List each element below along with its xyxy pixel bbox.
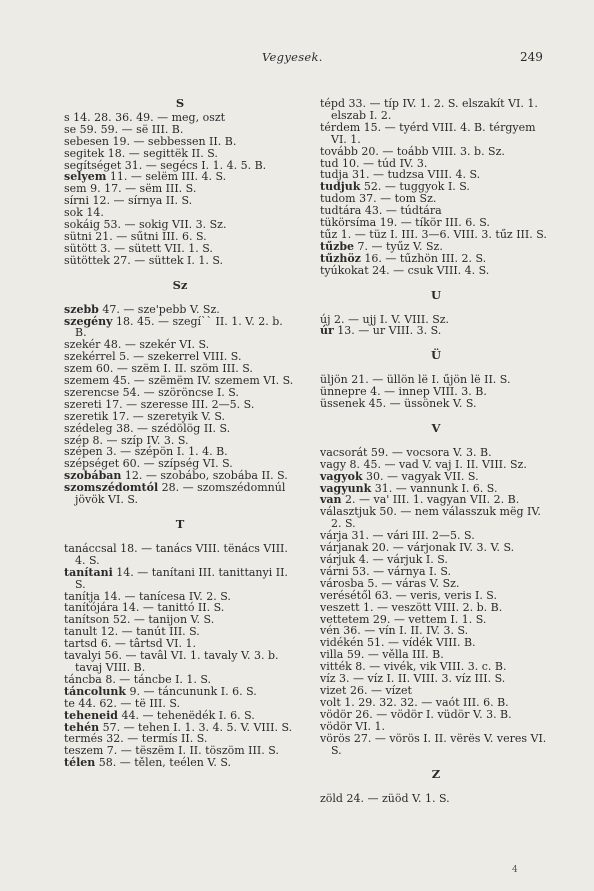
entry-text: sütni 21. — sűtni III. 6. S. xyxy=(64,229,207,243)
entry-text: 28. — szomszédomnúl jövök VI. S. xyxy=(75,481,286,507)
page-number: 249 xyxy=(520,50,543,64)
entry-text: tanáccsal 18. — tanács VIII. tënács VIII. 4. S. xyxy=(64,541,288,567)
entry-text: 18. 45. — szegí`` II. 1. V. 2. b. B. xyxy=(75,314,283,340)
entry-text: tanítson 52. — tanijon V. S. xyxy=(64,613,215,627)
section-heading: Sz xyxy=(172,277,188,292)
entry-text: választjuk 50. — nem válasszuk mëg IV. 2. S. xyxy=(320,505,541,531)
dictionary-entry xyxy=(320,265,552,277)
entry-text: ünnepre 4. — innep VIII. 3. B. xyxy=(320,385,487,399)
entry-text: tépd 33. — típ IV. 1. 2. S. elszakít VI. 1. elszab I. 2. xyxy=(320,97,538,122)
entry-text: szekér 48. — szekér VI. S. xyxy=(64,338,210,352)
section-heading: U xyxy=(430,287,442,302)
entry-text: sírni 12. — sírnya II. S. xyxy=(64,194,193,208)
dictionary-entry xyxy=(320,398,552,410)
entry-text: tanítja 14. — tanícesa IV. 2. S. xyxy=(64,589,231,603)
entry-text: zöld 24. — züöd V. 1. S. xyxy=(320,792,450,806)
entry-text: üljön 21. — üllön lë I. űjön lë II. S. xyxy=(320,373,511,387)
entry-text: tudja 31. — tudzsa VIII. 4. S. xyxy=(320,168,481,182)
entry-text: 12. — szobábo, szobába II. S. xyxy=(121,469,288,483)
entry-text: sütött 3. — sütett VII. 1. S. xyxy=(64,241,213,255)
entry-text: teszem 7. — tëszëm I. II. töszöm III. S. xyxy=(64,744,279,758)
dictionary-entry xyxy=(64,482,296,506)
entry-text: vizet 26. — vízet xyxy=(320,683,412,697)
entry-text: segitek 18. — segittëk II. S. xyxy=(64,146,218,160)
entry-headword: szomszédomtól xyxy=(64,481,159,495)
dictionary-entry xyxy=(64,650,296,674)
entry-headword: tehén xyxy=(64,720,100,734)
entry-headword: vagyok xyxy=(320,469,363,483)
entry-text: víz 3. — víz I. II. VIII. 3. víz III. S. xyxy=(320,672,506,686)
entry-text: termés 32. — termís II. S. xyxy=(64,732,208,746)
entry-text: 11. — selëm III. 4. S. xyxy=(106,170,227,184)
entry-text: városba 5. — váras V. Sz. xyxy=(320,576,460,590)
entry-headword: teheneid xyxy=(64,708,118,722)
entry-text: veszett 1. — veszött VIII. 2. b. B. xyxy=(320,600,503,614)
section-heading: S xyxy=(175,96,185,110)
entry-text: 58. — tělen, teélen V. S. xyxy=(95,756,231,770)
section-heading: Z xyxy=(431,767,441,782)
dictionary-entry xyxy=(320,506,552,530)
entry-text: s 14. 28. 36. 49. — meg, oszt xyxy=(64,110,226,124)
entry-text: sebesen 19. — sebbessen II. B. xyxy=(64,134,237,148)
entry-text: 14. — tanítani III. tanittanyi II. S. xyxy=(75,565,288,591)
entry-text: vidékén 51. — vídék VIII. B. xyxy=(320,636,476,650)
entry-text: szerencse 54. — szöröncse I. S. xyxy=(64,385,239,399)
entry-headword: tűzhöz xyxy=(320,251,361,265)
section-heading: T xyxy=(175,517,185,531)
entry-text: szeretik 17. — szeretyik V. S. xyxy=(64,409,225,423)
entry-headword: szegény xyxy=(64,314,113,328)
entry-text: tanítójára 14. — tanittó II. S. xyxy=(64,601,225,615)
dictionary-entry xyxy=(64,316,296,340)
entry-text: vén 36. — vín I. II. IV. 3. S. xyxy=(320,624,469,638)
entry-text: sok 14. xyxy=(64,206,104,220)
entry-text: sütöttek 27. — süttek I. 1. S. xyxy=(64,253,223,267)
section-heading: V xyxy=(431,420,441,435)
entry-text: tyúkokat 24. — csuk VIII. 4. S. xyxy=(320,263,490,277)
entry-text: sokáig 53. — sokig VII. 3. Sz. xyxy=(64,218,227,232)
entry-text: szereti 17. — szeresse III. 2—5. S. xyxy=(64,397,255,411)
entry-headword: szobában xyxy=(64,469,122,483)
entry-text: vacsorát 59. — vocsora V. 3. B. xyxy=(320,445,492,459)
dictionary-entry xyxy=(64,543,296,567)
running-head: Vegyesek. xyxy=(262,50,323,64)
entry-text: volt 1. 29. 32. 32. — vaót III. 6. B. xyxy=(320,695,509,709)
entry-text: 2. — va' III. 1. vagyan VII. 2. B. xyxy=(341,493,520,507)
entry-text: 57. — tehen I. 1. 3. 4. 5. V. VIII. S. xyxy=(99,720,293,734)
dictionary-entry xyxy=(64,567,296,591)
entry-text: 31. — vannunk I. 6. S. xyxy=(371,481,498,495)
dictionary-entry xyxy=(320,122,552,146)
left-column xyxy=(64,98,296,769)
entry-text: vettetem 29. — vettem I. 1. S. xyxy=(320,612,487,626)
entry-headword: tudjuk xyxy=(320,180,361,194)
entry-text: üssenek 45. — üssönek V. S. xyxy=(320,397,477,411)
entry-text: várjanak 20. — várjonak IV. 3. V. S. xyxy=(320,541,515,555)
dictionary-entry xyxy=(320,733,552,757)
entry-text: táncba 8. — táncbe I. 1. S. xyxy=(64,672,212,686)
entry-text: szépséget 60. — szípség VI. S. xyxy=(64,457,233,471)
entry-text: se 59. 59. — së III. B. xyxy=(64,122,184,136)
entry-headword: van xyxy=(320,493,342,507)
dictionary-entry xyxy=(64,757,296,769)
entry-headword: szebb xyxy=(64,302,99,316)
entry-text: te 44. 62. — të III. S. xyxy=(64,696,180,710)
entry-text: sem 9. 17. — sëm III. S. xyxy=(64,182,197,196)
entry-text: térdem 15. — tyérd VIII. 4. B. térgyem VI. 1. xyxy=(320,120,536,146)
entry-text: szédeleg 38. — szédölög II. S. xyxy=(64,421,231,435)
entry-text: szép 8. — szíp IV. 3. S. xyxy=(64,433,189,447)
entry-headword: úr xyxy=(320,324,334,338)
dictionary-entry xyxy=(320,325,552,337)
entry-text: tudom 37. — tom Sz. xyxy=(320,192,437,206)
entry-text: új 2. — ujj I. V. VIII. Sz. xyxy=(320,312,450,326)
entry-text: 13. — ur VIII. 3. S. xyxy=(333,324,442,338)
entry-text: tűz 1. — tüz I. III. 3—6. VIII. 3. tűz III. S. xyxy=(320,227,547,241)
entry-text: tükörsíma 19. — tíkör III. 6. S. xyxy=(320,216,490,230)
entry-text: várja 31. — vári III. 2—5. S. xyxy=(320,529,475,543)
entry-text: segítséget 31. — segécs I. 1. 4. 5. B. xyxy=(64,158,267,172)
entry-text: 52. — tuggyok I. S. xyxy=(360,180,470,194)
entry-text: verésétől 63. — veris, veris I. S. xyxy=(320,588,497,602)
entry-text: vitték 8. — vivék, vik VIII. 3. c. B. xyxy=(320,660,507,674)
entry-text: tudtára 43. — túdtára xyxy=(320,204,442,218)
entry-text: vödör VI. 1. xyxy=(320,719,386,733)
entry-text: 16. — tűzhön III. 2. S. xyxy=(360,251,487,265)
dictionary-entry xyxy=(64,255,296,267)
entry-text: vagy 8. 45. — vad V. vaj I. II. VIII. Sz. xyxy=(320,457,527,471)
entry-text: várni 53. — várnya I. S. xyxy=(320,564,451,578)
signature-mark: 4 xyxy=(512,865,518,875)
entry-headword: tűzbe xyxy=(320,239,355,253)
entry-text: tovább 20. — toább VIII. 3. b. Sz. xyxy=(320,144,505,158)
entry-text: 44. — tehenëdék I. 6. S. xyxy=(117,708,255,722)
entry-headword: tanítani xyxy=(64,565,113,579)
entry-text: tavalyi 56. — tavâl VI. 1. tavaly V. 3. b. tavaj VIII. B. xyxy=(64,649,279,674)
entry-text: szekérrel 5. — szekerrel VIII. S. xyxy=(64,350,242,364)
dictionary-entry xyxy=(320,98,552,122)
entry-text: várjuk 4. — várjuk I. S. xyxy=(320,553,448,566)
entry-headword: télen xyxy=(64,756,96,770)
section-heading: Ü xyxy=(430,348,442,363)
entry-text: vödör 26. — vödör I. vüdör V. 3. B. xyxy=(320,707,512,721)
entry-text: szépen 3. — szépön I. 1. 4. B. xyxy=(64,445,228,459)
entry-text: 7. — tyűz V. Sz. xyxy=(354,239,443,253)
page-header xyxy=(0,50,594,70)
entry-text: villa 59. — vělla III. B. xyxy=(320,648,444,662)
entry-text: tanult 12. — tanút III. S. xyxy=(64,625,200,639)
entry-text: tartsd 6. — târtsd VI. 1. xyxy=(64,637,196,651)
dictionary-entry xyxy=(320,793,552,805)
entry-headword: vagyunk xyxy=(320,481,372,495)
entry-text: 47. — sze'pebb V. Sz. xyxy=(98,302,220,316)
entry-text: szemem 45. — szëmëm IV. szemem VI. S. xyxy=(64,374,294,388)
entry-text: 30. — vagyak VII. S. xyxy=(362,469,479,483)
entry-headword: táncolunk xyxy=(64,684,127,698)
entry-text: vörös 27. — vörös I. II. vërës V. veres VI. S. xyxy=(320,731,547,757)
entry-text: szem 60. — szëm I. II. szöm III. S. xyxy=(64,362,253,376)
entry-text: tud 10. — túd IV. 3. xyxy=(320,156,428,170)
entry-text: 9. — táncununk I. 6. S. xyxy=(126,684,257,698)
right-column xyxy=(320,98,552,805)
entry-headword: selyem xyxy=(64,170,107,184)
